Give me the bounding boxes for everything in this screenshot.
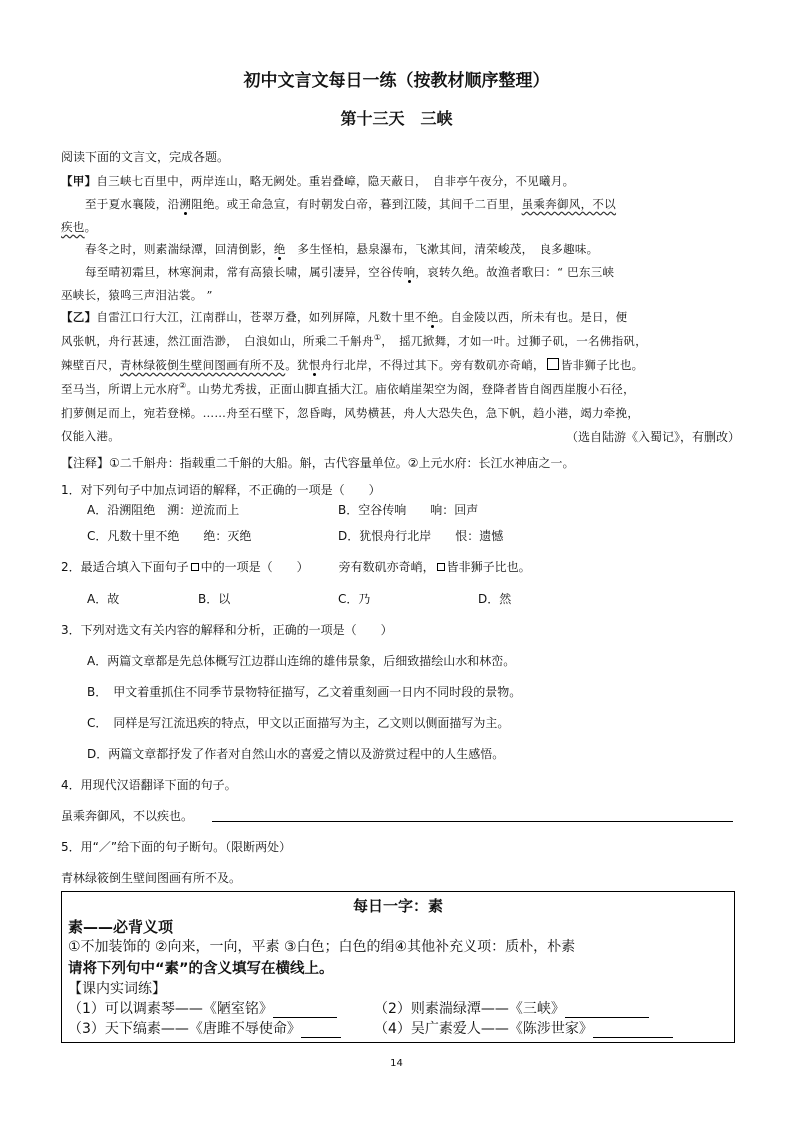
daily-word-box bbox=[61, 891, 735, 1043]
text-span: 。山势尤秀拔，正面山脚直插大江。庙依峭崖架空为阁，登降者皆自阁西崖腹小石径， bbox=[186, 382, 635, 396]
passage-b-line-4 bbox=[61, 381, 635, 397]
answer-blank[interactable] bbox=[301, 1023, 341, 1038]
text-span: 舟行北岸，不得过其下。旁有数矶亦奇峭， bbox=[320, 358, 545, 372]
question-2-option-d[interactable]: D．然 bbox=[478, 592, 512, 606]
text-span: 2．最适合填入下面句子 bbox=[61, 560, 189, 574]
question-1-option-c[interactable]: C．凡数十里不绝 绝：灭绝 bbox=[87, 529, 252, 543]
wavy-underlined-text: 虽乘奔御风，不以 bbox=[521, 197, 617, 211]
dotted-word: 绝 bbox=[426, 310, 439, 324]
text-span: （2）则素湍绿潭——《三峡》 bbox=[374, 1001, 565, 1017]
text-span: 自雷江口行大江，江南群山，苍翠万叠，如列屏障，凡数十里不 bbox=[96, 310, 427, 324]
practice-title: 【课内实词练】 bbox=[68, 981, 166, 997]
answer-blank[interactable] bbox=[593, 1023, 673, 1038]
passage-a-line-2 bbox=[85, 196, 616, 212]
daily-word-title: 每日一字：素 bbox=[352, 897, 443, 915]
question-4-sentence: 虽乘奔御风，不以疾也。 bbox=[61, 809, 194, 823]
passage-a-line-1 bbox=[61, 173, 574, 189]
text-span: 。 bbox=[84, 220, 97, 234]
text-span: 皆非狮子比也。 bbox=[560, 358, 644, 372]
practice-item-2 bbox=[374, 998, 649, 1018]
blank-box bbox=[191, 563, 199, 571]
dotted-word: 响 bbox=[403, 265, 416, 279]
dotted-word: 溯 bbox=[179, 197, 192, 211]
daily-word-heading: 素——必背义项 bbox=[68, 918, 174, 936]
passage-a-line-4 bbox=[85, 241, 598, 257]
question-3-option-b[interactable]: B． 甲文着重抓住不同季节景物特征描写，乙文着重刻画一日内不同时段的景物。 bbox=[87, 685, 522, 699]
practice-item-4 bbox=[374, 1018, 673, 1038]
passage-a-text: 自三峡七百里中，两岸连山，略无阙处。重岩叠嶂，隐天蔽日， 自非亭午夜分，不见曦月。 bbox=[96, 174, 575, 188]
answer-blank[interactable] bbox=[565, 1003, 649, 1018]
daily-word-instruction: 请将下列句中“素”的含义填写在横线上。 bbox=[68, 961, 334, 977]
wavy-underlined-text: 疾也 bbox=[61, 220, 85, 234]
dotted-word: 恨 bbox=[308, 358, 321, 372]
text-span: （1）可以调素琴——《陋室铭》 bbox=[68, 1001, 273, 1017]
page-subtitle: 第十三天 三峡 bbox=[340, 109, 453, 128]
passage-b-tag: 【乙】 bbox=[61, 310, 97, 324]
page-number: 14 bbox=[390, 1058, 403, 1069]
question-2-option-c[interactable]: C．乃 bbox=[338, 592, 371, 606]
text-span: 阻绝。或王命急宣，有时朝发白帝，暮到江陵，其间千二百里， bbox=[191, 197, 522, 211]
text-span: 多生怪柏，悬泉瀑布，飞漱其间，清荣峻茂， 良多趣味。 bbox=[285, 242, 599, 256]
question-3-option-a[interactable]: A．两篇文章都是先总体概写江边群山连绵的雄伟景象，后细致描绘山水和林峦。 bbox=[87, 654, 516, 668]
text-span: ， 摇兀掀舞，才如一叶。过狮子矶，一名佛指矾， bbox=[381, 334, 647, 348]
footnote-marker: ② bbox=[179, 381, 187, 391]
text-span: 风张帆，舟行甚速，然江面浩渺， 白浪如山，所乘二千斛舟 bbox=[61, 334, 374, 348]
question-1-option-b[interactable]: B．空谷传响 响：回声 bbox=[338, 503, 479, 517]
answer-line[interactable] bbox=[212, 807, 733, 822]
question-1-option-d[interactable]: D．犹恨舟行北岸 恨：遗憾 bbox=[338, 529, 504, 543]
text-span: 每至晴初霜旦，林寒涧肃，常有高猿长啸，属引凄异，空谷传 bbox=[85, 265, 404, 279]
practice-item-3 bbox=[68, 1018, 341, 1038]
text-span: （4）吴广素爱人——《陈涉世家》 bbox=[374, 1021, 593, 1037]
passage-b-line-6: 仅能入港。 bbox=[61, 429, 120, 443]
question-5-sentence: 青林绿筱倒生壁间图画有所不及。 bbox=[61, 871, 242, 885]
text-span: 至于夏水襄陵，沿 bbox=[85, 197, 180, 211]
question-2-option-b[interactable]: B．以 bbox=[198, 592, 231, 606]
passage-b-line-2 bbox=[61, 333, 647, 349]
passage-a-line-3 bbox=[61, 219, 96, 235]
passage-a-line-6: 巫峡长，猿鸣三声泪沾裳。 ” bbox=[61, 288, 213, 302]
question-1-option-a[interactable]: A．沿溯阻绝 溯：逆流而上 bbox=[87, 503, 240, 517]
notes: 【注释】①二千斛舟：指载重二千斛的大船。斛，古代容量单位。②上元水府：长江水神庙之一。 bbox=[61, 456, 575, 470]
question-3-option-d[interactable]: D．两篇文章都抒发了作者对自然山水的喜爱之情以及游赏过程中的人生感悟。 bbox=[87, 747, 505, 761]
text-span: 春冬之时，则素湍绿潭，回清倒影， bbox=[85, 242, 274, 256]
text-span: 。犹 bbox=[285, 358, 309, 372]
question-2-option-a[interactable]: A．故 bbox=[87, 592, 120, 606]
page-title: 初中文言文每日一练（按教材顺序整理） bbox=[243, 71, 550, 91]
question-2-stem bbox=[61, 558, 531, 575]
source-citation: （选自陆游《入蜀记》，有删改） bbox=[566, 430, 741, 444]
text-span: （3）天下缟素——《唐雎不辱使命》 bbox=[68, 1021, 301, 1037]
wavy-underlined-text: 青林绿筱倒生壁间图画有所不及 bbox=[120, 358, 286, 372]
daily-word-meanings: ①不加装饰的 ②向来，一向，平素 ③白色；白色的绢④其他补充义项：质朴，朴素 bbox=[68, 939, 576, 955]
text-span: 至马当，所谓上元水府 bbox=[61, 382, 179, 396]
passage-b-line-5: 扪萝侧足而上，宛若登梯。……舟至石壁下，忽昏晦，风势横甚，舟人大恐失色，急下帆，趋小港，竭力牵挽， bbox=[61, 406, 640, 420]
passage-b-line-1 bbox=[61, 309, 627, 325]
footnote-marker: ① bbox=[373, 333, 382, 343]
instruction-text: 阅读下面的文言文，完成各题。 bbox=[61, 150, 230, 164]
passage-b-line-3 bbox=[61, 357, 643, 373]
answer-blank[interactable] bbox=[273, 1003, 337, 1018]
question-3-option-c[interactable]: C． 同样是写江流迅疾的特点，甲文以正面描写为主，乙文则以侧面描写为主。 bbox=[87, 716, 510, 730]
text-span: 。自金陵以西，所未有也。是日，便 bbox=[438, 310, 628, 324]
passage-a-line-5 bbox=[85, 264, 614, 280]
text-span: 辣壁百尺， bbox=[61, 358, 120, 372]
blank-box bbox=[437, 563, 445, 571]
practice-item-1 bbox=[68, 998, 337, 1018]
text-span: 皆非狮子比也。 bbox=[446, 560, 531, 574]
text-span: 中的一项是（ ） 旁有数矶亦奇峭， bbox=[200, 560, 435, 574]
blank-box bbox=[547, 358, 559, 370]
dotted-word: 绝 bbox=[273, 242, 286, 256]
question-5-stem: 5．用“／”给下面的句子断句。（限断两处） bbox=[61, 840, 292, 854]
passage-a-tag: 【甲】 bbox=[61, 174, 97, 188]
text-span: ，哀转久绝。故渔者歌曰：“ 巴东三峡 bbox=[415, 265, 615, 279]
question-1-stem: 1．对下列句子中加点词语的解释，不正确的一项是（ ） bbox=[61, 483, 381, 497]
question-4-stem: 4．用现代汉语翻译下面的句子。 bbox=[61, 778, 237, 792]
question-3-stem: 3．下列对选文有关内容的解释和分析，正确的一项是（ ） bbox=[61, 623, 393, 637]
